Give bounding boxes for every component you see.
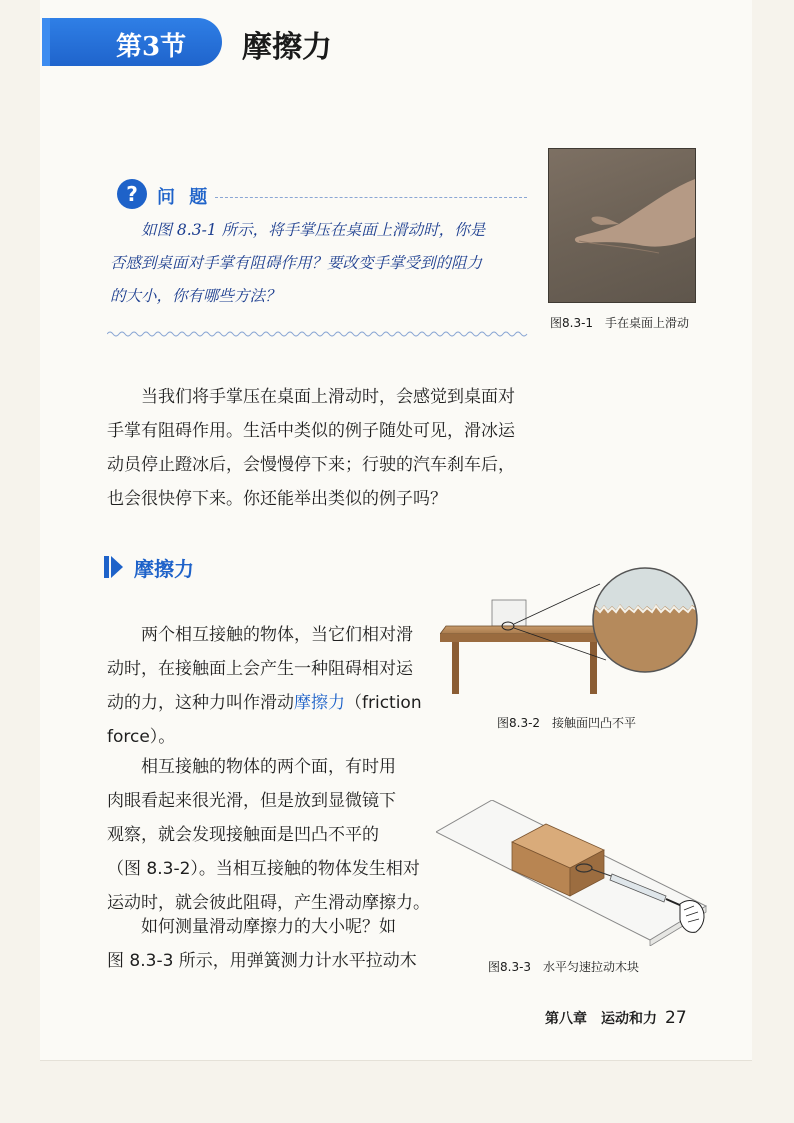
table-edge xyxy=(440,634,610,642)
question-top-divider xyxy=(215,197,527,198)
question-text xyxy=(110,214,530,313)
text-line: 图 8.3-3 所示，用弹簧测力计水平拉动木 xyxy=(107,951,417,971)
figure-caption: 图8.3-2 接触面凹凸不平 xyxy=(497,716,637,730)
text-line: 相互接触的物体的两个面，有时用 xyxy=(141,757,396,777)
text-line: 也会很快停下来。你还能举出类似的例子吗？ xyxy=(107,489,447,509)
section-number-tab xyxy=(50,18,222,66)
text-line: 当我们将手掌压在桌面上滑动时，会感觉到桌面对 xyxy=(141,387,515,407)
table-leg xyxy=(590,642,597,694)
chapter-label: 第八章 运动和力 xyxy=(545,1011,657,1027)
section-heading: 摩擦力 xyxy=(134,557,194,581)
text-line: 运动时，就会彼此阻碍，产生滑动摩擦力。 xyxy=(107,893,430,913)
rough-surface-figure xyxy=(440,560,700,710)
hand-on-desk-photo xyxy=(548,148,696,303)
page-footer xyxy=(545,1008,687,1028)
section-heading-bar xyxy=(104,556,109,578)
friction-definition-paragraph xyxy=(107,618,427,754)
hand-illustration xyxy=(680,901,704,933)
page-title: 摩擦力 xyxy=(242,30,332,65)
question-line: 的大小，你有哪些方法？ xyxy=(110,287,281,305)
section-number: 第3节 xyxy=(116,32,187,62)
text-line: 动时，在接触面上会产生一种阻碍相对运 xyxy=(107,659,413,679)
text-line: 两个相互接触的物体，当它们相对滑 xyxy=(141,625,413,645)
text-line: 肉眼看起来很光滑，但是放到显微镜下 xyxy=(107,791,396,811)
text-line: （图 8.3-2）。当相互接触的物体发生相对 xyxy=(107,859,420,879)
question-line: 如图 8.3-1 所示，将手掌压在桌面上滑动时，你是 xyxy=(141,221,486,239)
table-leg xyxy=(452,642,459,694)
question-icon: ? xyxy=(117,179,147,209)
question-bottom-divider xyxy=(107,330,697,338)
text-fragment: （friction xyxy=(345,693,422,713)
microscope-paragraph xyxy=(107,750,437,920)
text-line: 观察，就会发现接触面是凹凸不平的 xyxy=(107,825,379,845)
text-line xyxy=(107,686,427,720)
text-line: 手掌有阻碍作用。生活中类似的例子随处可见，滑冰运 xyxy=(107,421,515,441)
text-line: 动员停止蹬冰后，会慢慢停下来；行驶的汽车刹车后， xyxy=(107,455,515,475)
spring-scale-figure xyxy=(436,800,712,946)
figure-caption: 图8.3-3 水平匀速拉动木块 xyxy=(488,960,640,974)
measurement-paragraph xyxy=(107,910,437,978)
figure-caption: 图8.3-1 手在桌面上滑动 xyxy=(550,316,690,330)
section-heading-arrow-icon xyxy=(111,556,123,578)
intro-paragraph xyxy=(107,380,537,516)
magnified-surface xyxy=(590,560,700,680)
key-term: 摩擦力 xyxy=(294,693,345,713)
text-fragment: 动的力，这种力叫作滑动 xyxy=(107,693,294,713)
text-line: force）。 xyxy=(107,727,176,747)
question-line: 否感到桌面对手掌有阻碍作用？要改变手掌受到的阻力 xyxy=(110,254,483,272)
page-number: 27 xyxy=(665,1008,687,1028)
question-label: 问 题 xyxy=(157,187,212,208)
text-line: 如何测量滑动摩擦力的大小呢？如 xyxy=(141,917,396,937)
